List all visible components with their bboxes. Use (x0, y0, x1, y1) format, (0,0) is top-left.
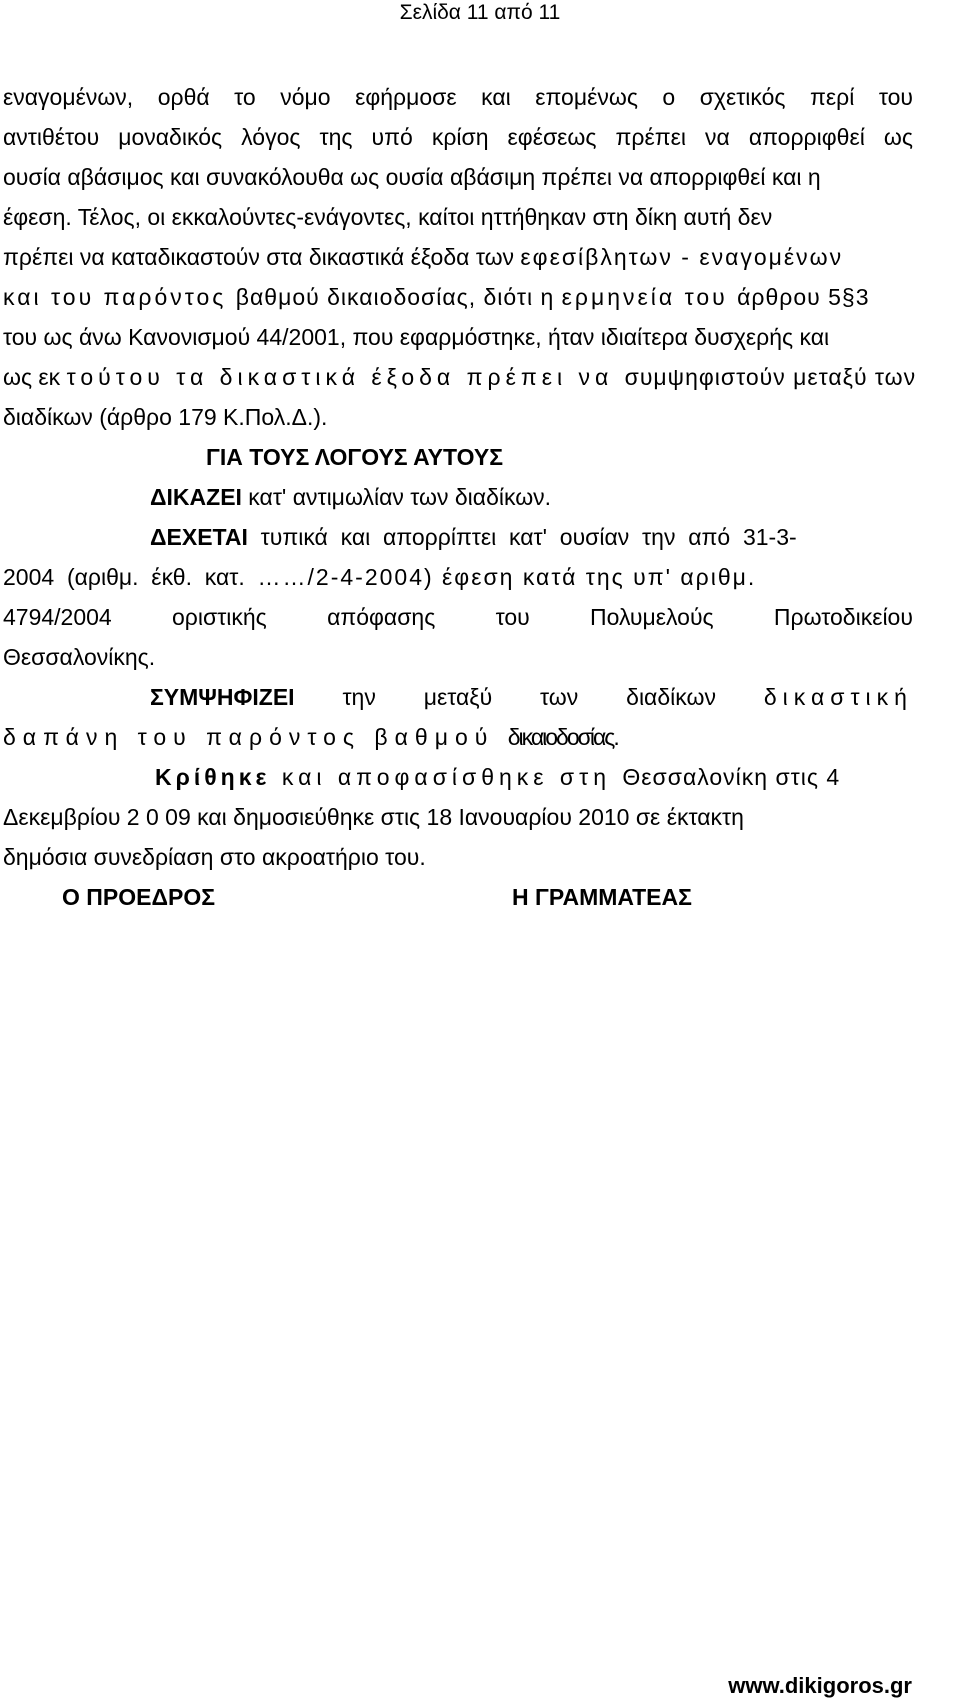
body-line-1-word-8: ο (662, 84, 676, 110)
dechetai-label: ΔΕΧΕΤΑΙ (150, 524, 248, 550)
body-line-1-word-4: νόμο (280, 84, 331, 110)
body-line-6-part-2: βαθμού δικαιοδοσίας, διότι η (235, 284, 562, 310)
dechetai-line-3 (3, 603, 913, 631)
body-line-8-part-1: ως εκ (3, 364, 67, 390)
body-line-2-word-11: ως (883, 124, 913, 150)
sympsifizei-label: ΣΥΜΨΗΦΙΖΕΙ (150, 684, 295, 710)
body-line-2-word-8: πρέπει (615, 124, 686, 150)
body-line-2-word-1: αντιθέτου (3, 124, 100, 150)
body-line-8-part-2: τούτου τα δικαστικά έξοδα πρέπει να (66, 364, 625, 390)
body-line-9: διαδίκων (άρθρο 179 Κ.Πολ.Δ.). (3, 404, 328, 430)
body-line-2-word-7: εφέσεως (507, 124, 597, 150)
signature-president: Ο ΠΡΟΕΔΡΟΣ (62, 884, 216, 910)
dechetai-line-3-word-4: του (495, 604, 530, 630)
body-line-1-word-6: και (481, 84, 511, 110)
closing-line-1-part-1: Κρίθηκε (155, 764, 271, 790)
body-line-2 (3, 123, 913, 151)
sympsifizei-line-2 (3, 723, 618, 751)
decision-heading: ΓΙΑ ΤΟΥΣ ΛΟΓΟΥΣ ΑΥΤΟΥΣ (206, 444, 504, 470)
footer-website: www.dikigoros.gr (728, 1673, 912, 1698)
body-line-1-word-9: σχετικός (699, 84, 786, 110)
closing-line-1-part-2: και αποφασίσθηκε στη (270, 764, 623, 790)
body-line-8-part-3: συμψηφιστούν μεταξύ των (624, 364, 917, 390)
body-line-8 (3, 363, 916, 391)
dechetai-line-2-part-2: ……/2-4-2004) έφεση κατά της υπ' αριθμ. (257, 564, 757, 590)
body-line-2-word-9: να (705, 124, 730, 150)
body-line-7: του ως άνω Κανονισμού 44/2001, που εφαρμόστηκε, ήταν ιδιαίτερα δυσχερής και (3, 324, 830, 350)
closing-line-3: δημόσια συνεδρίαση στο ακροατήριο του. (3, 844, 426, 870)
body-line-5-part-2: εφεσίβλητων - εναγομένων (520, 244, 844, 270)
sympsifizei-word-2: μεταξύ (423, 684, 493, 710)
sympsifizei-word-1: την (342, 684, 376, 710)
body-line-6 (3, 283, 870, 311)
signature-secretary: Η ΓΡΑΜΜΑΤΕΑΣ (512, 884, 692, 910)
body-line-2-word-4: της (319, 124, 353, 150)
dechetai-line-3-word-2: οριστικής (172, 604, 267, 630)
dechetai-line-4: Θεσσαλονίκης. (3, 644, 156, 670)
dechetai-line-3-word-6: Πρωτοδικείου (773, 604, 913, 630)
closing-line-1-part-3: Θεσσαλονίκη στις 4 (622, 764, 841, 790)
sympsifizei-line-2-part-1: δαπάνη του παρόντος βαθμού (3, 724, 508, 750)
body-line-1-word-3: το (234, 84, 256, 110)
dechetai-line-3-word-5: Πολυμελούς (590, 604, 714, 630)
body-line-2-word-5: υπό (371, 124, 413, 150)
body-line-5 (3, 243, 843, 271)
page-number-header: Σελίδα 11 από 11 (399, 1, 561, 24)
body-line-4: έφεση. Τέλος, οι εκκαλούντες-ενάγοντες, καίτοι ηττήθηκαν στη δίκη αυτή δεν (3, 204, 773, 230)
body-line-1-word-7: επομένως (535, 84, 638, 110)
sympsifizei-word-3: των (540, 684, 579, 710)
body-line-1-word-10: περί (810, 84, 855, 110)
body-line-2-word-3: λόγος (241, 124, 301, 150)
sympsifizei-word-5: δικαστική (763, 684, 913, 710)
body-line-6-part-1: και του παρόντος (3, 284, 236, 310)
body-line-6-part-3: ερμηνεία του (561, 284, 738, 310)
body-line-1-word-5: εφήρμοσε (355, 84, 457, 110)
body-line-6-part-4: άρθρου 5§3 (737, 284, 870, 310)
body-line-5-part-1: πρέπει να καταδικαστούν στα δικαστικά έξοδα των (3, 244, 521, 270)
body-line-1-word-11: του (878, 84, 913, 110)
sympsifizei-line-2-part-2: δικαιοδοσίας. (507, 724, 618, 750)
closing-line-2: Δεκεμβρίου 2 0 09 και δημοσιεύθηκε στις 18 Ιανουαρίου 2010 σε έκτακτη (3, 804, 744, 830)
dechetai-line-2-part-1: 2004 (αριθμ. έκθ. κατ. (3, 564, 258, 590)
dikazei-line (150, 483, 551, 511)
dikazei-label: ΔΙΚΑΖΕΙ (150, 484, 242, 510)
sympsifizei-line (150, 683, 913, 711)
body-line-1 (3, 83, 913, 111)
dechetai-line (150, 523, 797, 551)
dechetai-line-3-word-3: απόφασης (327, 604, 436, 630)
body-line-1-word-2: ορθά (157, 84, 210, 110)
dechetai-line-3-word-1: 4794/2004 (3, 604, 112, 630)
body-line-3: ουσία αβάσιμος και συνακόλουθα ως ουσία αβάσιμη πρέπει να απορριφθεί και η (3, 164, 821, 190)
closing-line-1 (155, 763, 840, 791)
dikazei-text: κατ' αντιμωλίαν των διαδίκων. (241, 484, 552, 510)
body-line-2-word-10: απορριφθεί (748, 124, 865, 150)
body-line-2-word-6: κρίση (431, 124, 489, 150)
body-line-1-word-1: εναγομένων, (3, 84, 134, 110)
dechetai-line-2 (3, 563, 756, 591)
sympsifizei-word-4: διαδίκων (626, 684, 716, 710)
dechetai-text: τυπικά και απορρίπτει κατ' ουσίαν την από 31-3- (247, 524, 797, 550)
body-line-2-word-2: μοναδικός (118, 124, 223, 150)
